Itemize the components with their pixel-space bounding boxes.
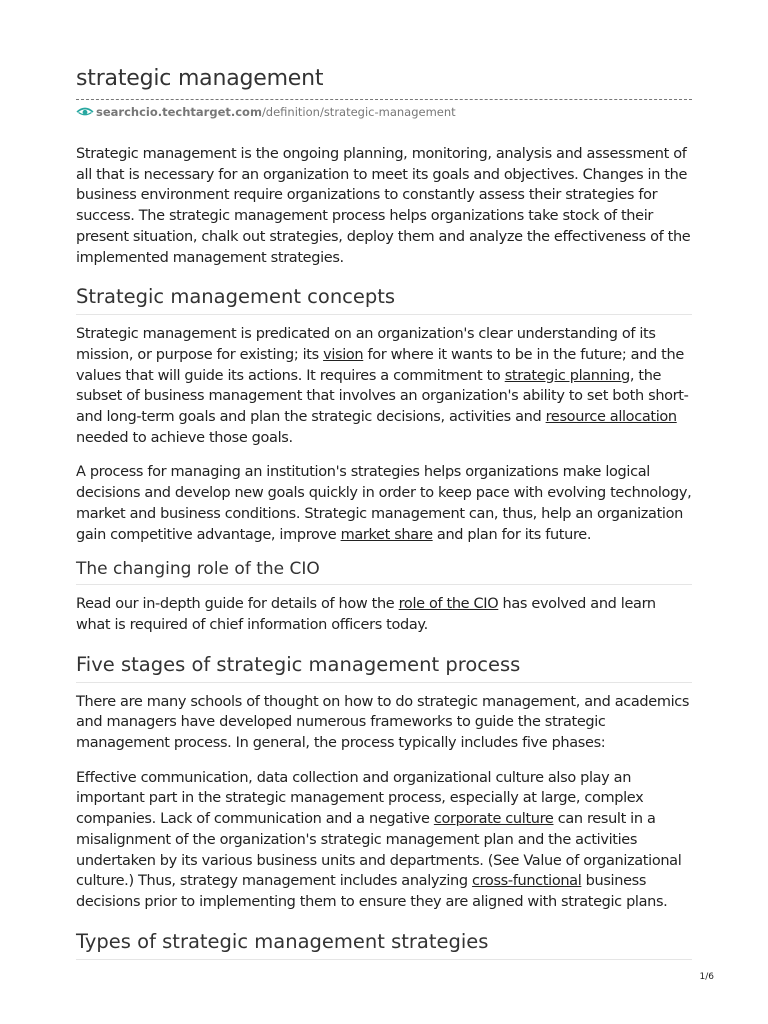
eye-icon bbox=[76, 106, 94, 118]
concepts-paragraph-2: A process for managing an institution's strategies helps organizations make logical decisions and develop new goals quickly in order to keep pace with evolving technology, market and business conditions. Strategic management can, thus, help an organization gain competitive advantage, improve market share and plan for its future. bbox=[76, 464, 692, 543]
stages-paragraph-2: Effective communication, data collection and organizational culture also play an important part in the strategic management process, especially at large, complex companies. Lack of communication and a negative corporate culture can result in a misalignment of the organization's strategic management plan and the activities undertaken by its various business units and departments. (See Value of organizational culture.) Thus, strategy management includes analyzing cross-functional business decisions prior to implementing them to ensure they are aligned with strategic plans. bbox=[76, 769, 682, 910]
intro-paragraph: Strategic management is the ongoing planning, monitoring, analysis and assessment of all that is necessary for an organization to meet its goals and objectives. Changes in the business environment require organizations to constantly assess their strategies for success. The strategic management process helps organizations take stock of their present situation, chalk out strategies, deploy them and analyze the effectiveness of the implemented management strategies. bbox=[76, 146, 691, 266]
page-number: 1/6 bbox=[699, 972, 714, 982]
title-divider bbox=[76, 99, 692, 100]
link-corporate-culture[interactable]: corporate culture bbox=[433, 811, 554, 828]
link-role-of-the-cio[interactable]: role of the CIO bbox=[398, 596, 499, 613]
article-body bbox=[76, 144, 692, 969]
stages-paragraph-1: There are many schools of thought on how to do strategic management, and academics and managers have developed numerous frameworks to guide the strategic management process. In general, the process typically includes five phases: bbox=[76, 693, 690, 752]
link-market-share[interactable]: market share bbox=[340, 526, 433, 543]
heading-cio: The changing role of the CIO bbox=[76, 559, 692, 585]
link-cross-functional[interactable]: cross-functional bbox=[472, 873, 582, 890]
link-strategic-planning[interactable]: strategic planning bbox=[504, 367, 630, 384]
source-url[interactable] bbox=[76, 105, 456, 119]
heading-five-stages: Five stages of strategic management process bbox=[76, 653, 692, 683]
concepts-paragraph-1: Strategic management is predicated on an organization's clear understanding of its mission, or purpose for existing; its vision for where it wants to be in the future; and the values that will guide its actions. It requires a commitment to strategic planning, the subset of business management that involves an organization's ability to set both short- and long-term goals and plan the strategic decisions, activities and resource allocation needed to achieve those goals. bbox=[76, 326, 689, 446]
source-domain[interactable]: searchcio.techtarget.com bbox=[96, 105, 262, 119]
source-path[interactable]: /definition/strategic-management bbox=[261, 105, 456, 119]
heading-concepts: Strategic management concepts bbox=[76, 285, 692, 315]
page-title: strategic management bbox=[76, 66, 324, 91]
link-vision[interactable]: vision bbox=[323, 346, 364, 363]
heading-types: Types of strategic management strategies bbox=[76, 930, 692, 960]
cio-paragraph: Read our in-depth guide for details of how the role of the CIO has evolved and learn what is required of chief information officers today. bbox=[76, 596, 656, 633]
link-resource-allocation[interactable]: resource allocation bbox=[545, 409, 677, 426]
